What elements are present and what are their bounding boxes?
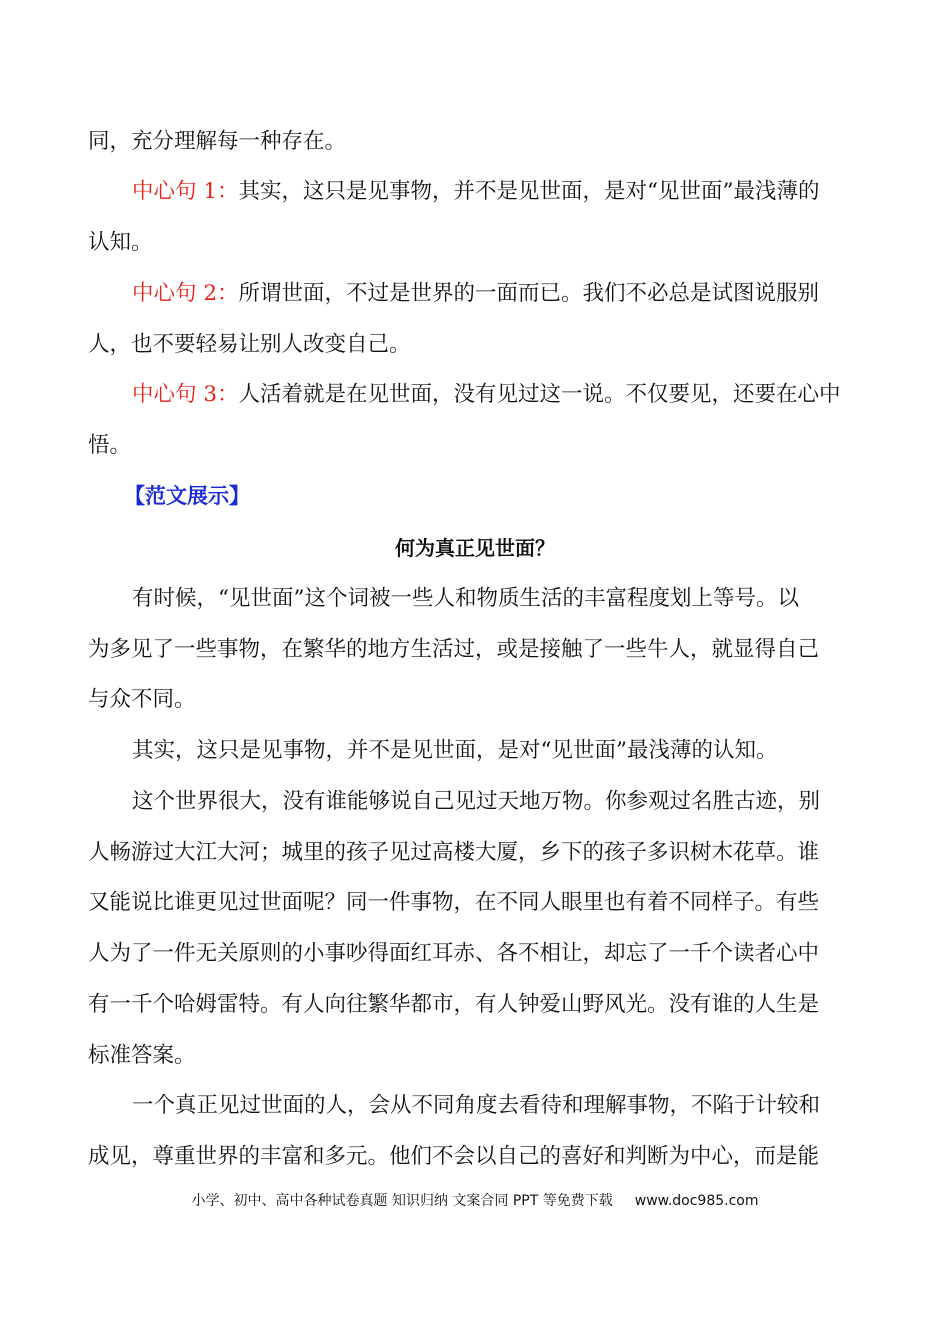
center-sentence-text: 所谓世面，不过是世界的一面而已。我们不必总是试图说服别 <box>238 281 820 306</box>
essay-line: 成见，尊重世界的丰富和多元。他们不会以自己的喜好和判断为中心，而是能 <box>88 1144 820 1169</box>
center-sentence-label: 中心句 2： <box>132 281 239 306</box>
center-sentence-label: 中心句 1： <box>132 179 239 204</box>
paragraph-line: 人，也不要轻易让别人改变自己。 <box>88 332 411 357</box>
essay-line: 人畅游过大江大河；城里的孩子见过高楼大厦，乡下的孩子多识树木花草。谁 <box>88 840 820 865</box>
essay-line: 其实，这只是见事物，并不是见世面，是对“见世面”最浅薄的认知。 <box>132 738 778 763</box>
essay-line: 为多见了一些事物，在繁华的地方生活过，或是接触了一些牛人，就显得自己 <box>88 637 820 662</box>
footer-url[interactable]: www.doc985.com <box>634 1193 759 1209</box>
essay-line: 与众不同。 <box>88 687 196 712</box>
essay-line: 又能说比谁更见过世面呢？同一件事物，在不同人眼里也有着不同样子。有些 <box>88 890 820 915</box>
essay-line: 这个世界很大，没有谁能够说自己见过天地万物。你参观过名胜古迹，别 <box>132 789 821 814</box>
paragraph-line: 同，充分理解每一种存在。 <box>88 129 347 154</box>
center-sentence-2 <box>132 280 863 308</box>
essay-line: 有时候，“见世面”这个词被一些人和物质生活的丰富程度划上等号。以 <box>132 586 799 611</box>
essay-title: 何为真正见世面？ <box>395 536 555 560</box>
center-sentence-label: 中心句 3： <box>132 382 239 407</box>
essay-line: 标准答案。 <box>88 1043 196 1068</box>
paragraph-line: 悟。 <box>88 433 132 458</box>
paragraph-line: 认知。 <box>88 230 153 255</box>
section-heading: 【范文展示】 <box>124 484 250 508</box>
essay-line: 一个真正见过世面的人，会从不同角度去看待和理解事物，不陷于计较和 <box>132 1093 821 1118</box>
center-sentence-1 <box>132 178 863 206</box>
center-sentence-3 <box>132 381 863 409</box>
essay-line: 人为了一件无关原则的小事吵得面红耳赤、各不相让，却忘了一千个读者心中 <box>88 941 820 966</box>
page-footer <box>0 1191 950 1211</box>
center-sentence-text: 人活着就是在见世面，没有见过这一说。不仅要见，还要在心中 <box>238 382 841 407</box>
center-sentence-text: 其实，这只是见事物，并不是见世面，是对“见世面”最浅薄的 <box>238 179 820 204</box>
essay-line: 有一千个哈姆雷特。有人向往繁华都市，有人钟爱山野风光。没有谁的人生是 <box>88 992 820 1017</box>
footer-text: 小学、初中、高中各种试卷真题 知识归纳 文案合同 PPT 等免费下载 <box>191 1193 613 1209</box>
